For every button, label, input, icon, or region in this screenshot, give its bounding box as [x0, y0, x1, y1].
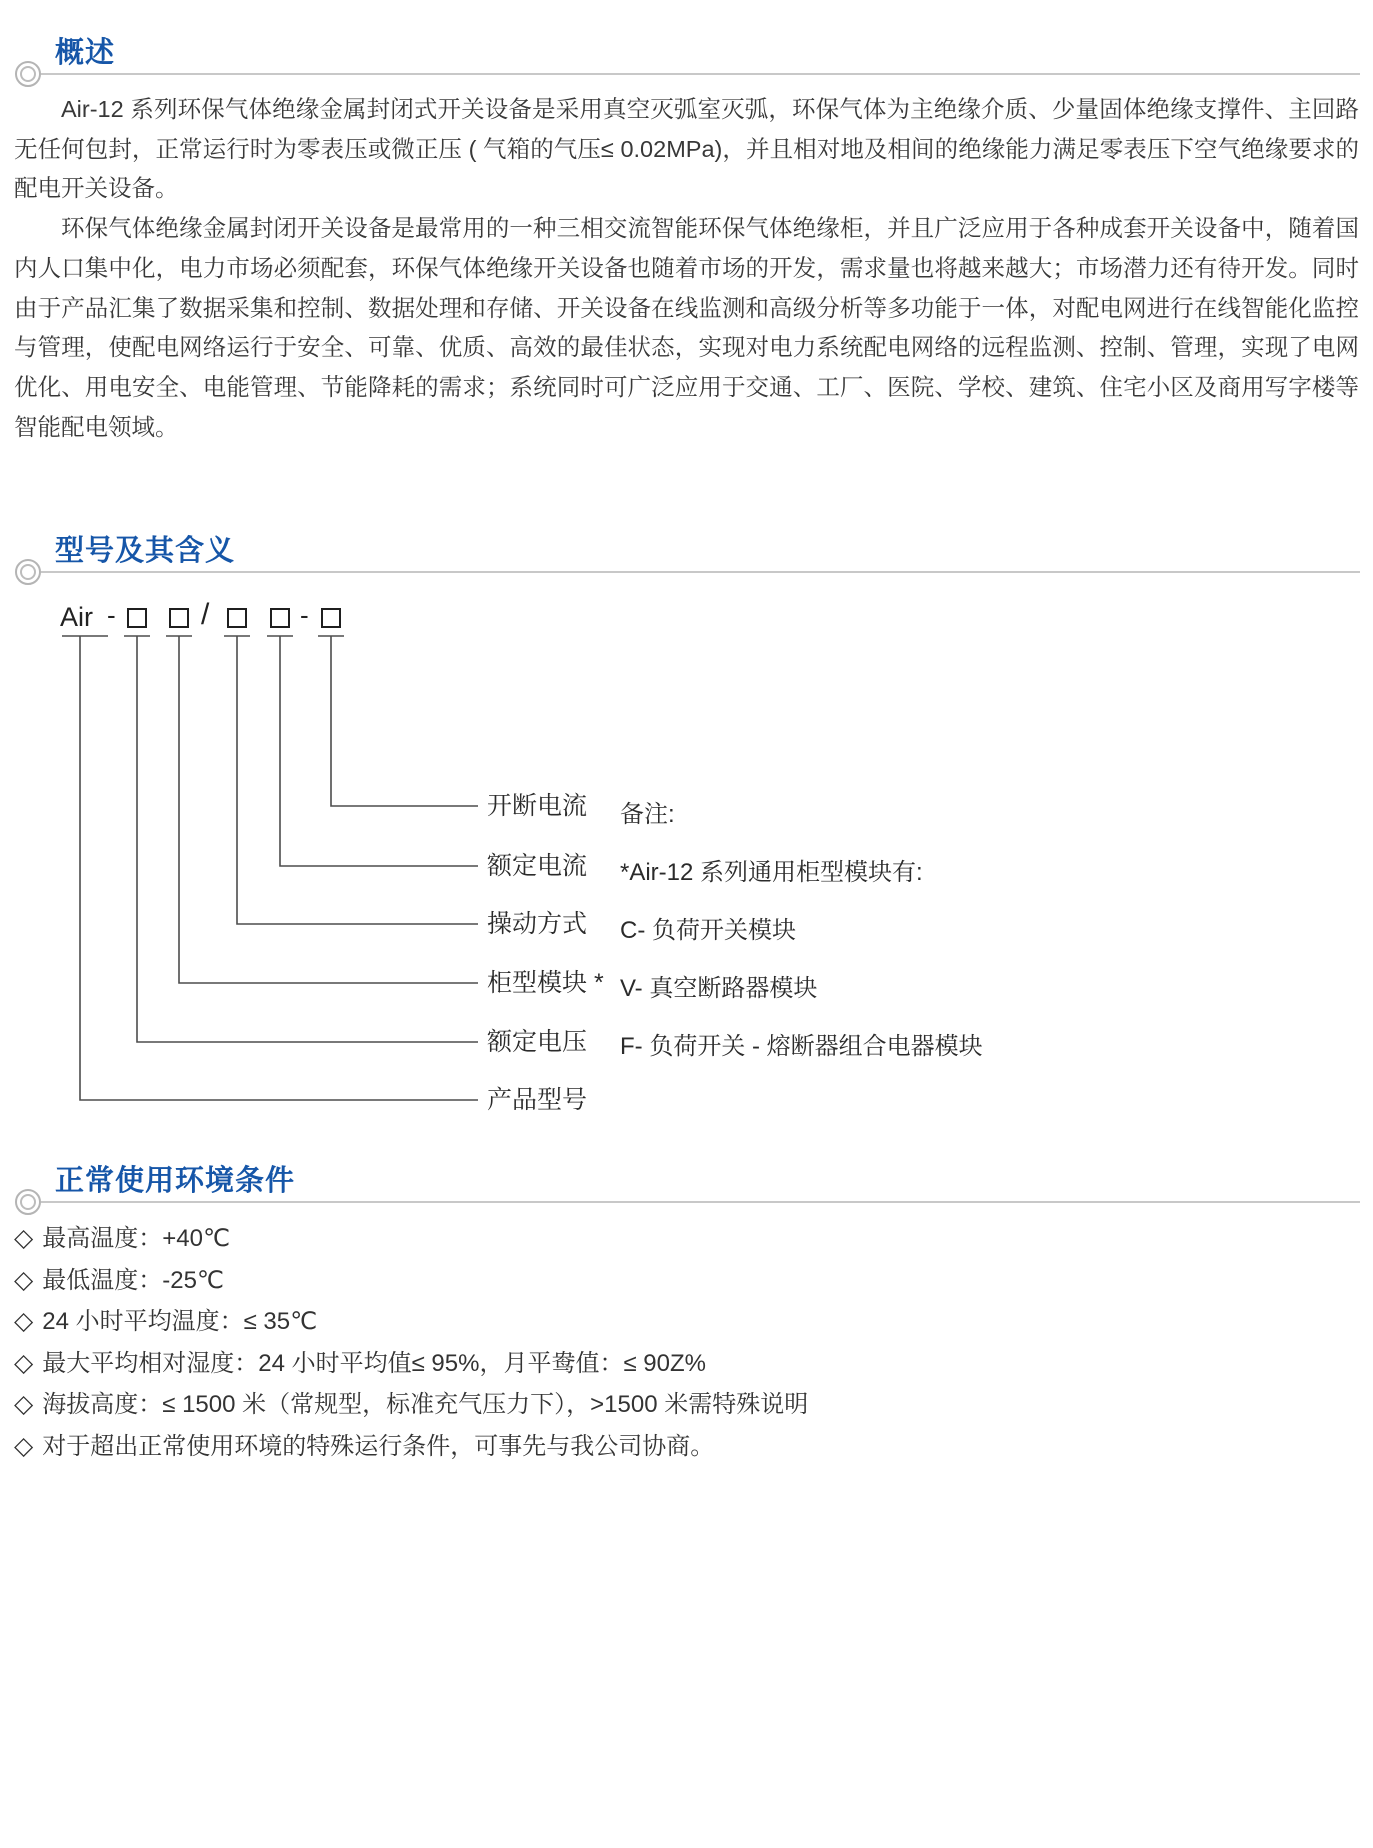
diamond-bullet-icon: ◇ [14, 1348, 34, 1377]
condition-text: 最低温度：-25℃ [42, 1266, 224, 1294]
list-item [14, 1426, 808, 1468]
model-separator-dash: - [300, 600, 309, 630]
diagram-label-rated-voltage: 额定电压 [487, 1028, 588, 1056]
note-line: C- 负荷开关模块 [620, 917, 796, 944]
model-separator-slash: / [201, 598, 210, 631]
diagram-connector-lines [0, 560, 700, 1120]
ring-bullet-icon [15, 1189, 41, 1215]
overview-paragraph-1: Air-12 系列环保气体绝缘金属封闭式开关设备是采用真空灭弧室灭弧，环保气体为主绝缘介质、少量固体绝缘支撑件、主回路无任何包封，正常运行时为零表压或微正压 ( 气箱的气压≤ 0.02MPa)，并且相对地及相间的绝缘能力满足零表压下空气绝缘要求的配电开关设备。 [14, 96, 1359, 202]
diagram-label-cabinet-module: 柜型模块 * [487, 969, 604, 997]
list-item [14, 1260, 808, 1302]
condition-text: 最大平均相对湿度：24 小时平均值≤ 95%，月平鸯值：≤ 90Z% [42, 1349, 707, 1377]
section-header-overview [0, 30, 1373, 92]
note-line: F- 负荷开关 - 熔断器组合电器模块 [620, 1033, 983, 1060]
model-placeholder-box [321, 608, 341, 628]
condition-text: 对于超出正常使用环境的特殊运行条件，可事先与我公司协商。 [42, 1432, 715, 1460]
model-designation-diagram [0, 560, 1000, 1140]
condition-text: 最高温度：+40℃ [42, 1225, 230, 1252]
diamond-bullet-icon: ◇ [14, 1431, 34, 1460]
model-separator-dash: - [107, 600, 116, 630]
section-divider [41, 1201, 1360, 1203]
overview-body [14, 90, 1359, 447]
section-title-conditions: 正常使用环境条件 [55, 1165, 296, 1197]
model-placeholder-box [169, 608, 189, 628]
model-prefix: Air [60, 602, 93, 632]
condition-text: 海拔高度：≤ 1500 米（常规型，标准充气压力下），>1500 米需特殊说明 [42, 1391, 809, 1418]
diagram-label-product-model: 产品型号 [487, 1086, 588, 1114]
note-line: V- 真空断路器模块 [620, 975, 818, 1002]
list-item [14, 1301, 808, 1343]
overview-paragraph-2: 环保气体绝缘金属封闭开关设备是最常用的一种三相交流智能环保气体绝缘柜，并且广泛应用于各种成套开关设备中，随着国内人口集中化，电力市场必须配套，环保气体绝缘开关设备也随着市场的开发，需求量也将越来越大；市场潜力还有待开发。同时由于产品汇集了数据采集和控制、数据处理和存储、开关设备在线监测和高级分析等多功能于一体，对配电网进行在线智能化监控与管理，使配电网络运行于安全、可靠、优质、高效的最佳状态，实现对电力系统配电网络的远程监测、控制、管理，实现了电网优化、用电安全、电能管理、节能降耗的需求；系统同时可广泛应用于交通、工厂、医院、学校、建筑、住宅小区及商用写字楼等智能配电领域。 [14, 215, 1359, 440]
ring-bullet-icon [15, 559, 41, 585]
note-line: *Air-12 系列通用柜型模块有: [620, 859, 923, 886]
diamond-bullet-icon: ◇ [14, 1307, 34, 1335]
diamond-bullet-icon: ◇ [14, 1390, 34, 1418]
list-item [14, 1343, 808, 1385]
diamond-bullet-icon: ◇ [14, 1224, 34, 1252]
list-item [14, 1218, 808, 1260]
model-placeholder-box [270, 608, 290, 628]
diagram-label-rated-current: 额定电流 [487, 852, 588, 880]
section-header-conditions [0, 1158, 1373, 1220]
model-placeholder-box [227, 608, 247, 628]
note-line: 备注: [620, 801, 675, 828]
conditions-list [14, 1218, 808, 1467]
ring-bullet-icon [15, 61, 41, 87]
condition-text: 24 小时平均温度：≤ 35℃ [42, 1308, 318, 1335]
section-divider [41, 73, 1360, 75]
list-item [14, 1384, 808, 1426]
section-title-overview: 概述 [55, 37, 116, 69]
diagram-label-operating-mode: 操动方式 [487, 910, 588, 938]
model-notes [620, 786, 983, 1076]
section-title-model: 型号及其含义 [55, 535, 236, 567]
model-placeholder-box [127, 608, 147, 628]
diagram-label-breaking-current: 开断电流 [487, 792, 588, 820]
diamond-bullet-icon: ◇ [14, 1265, 34, 1294]
